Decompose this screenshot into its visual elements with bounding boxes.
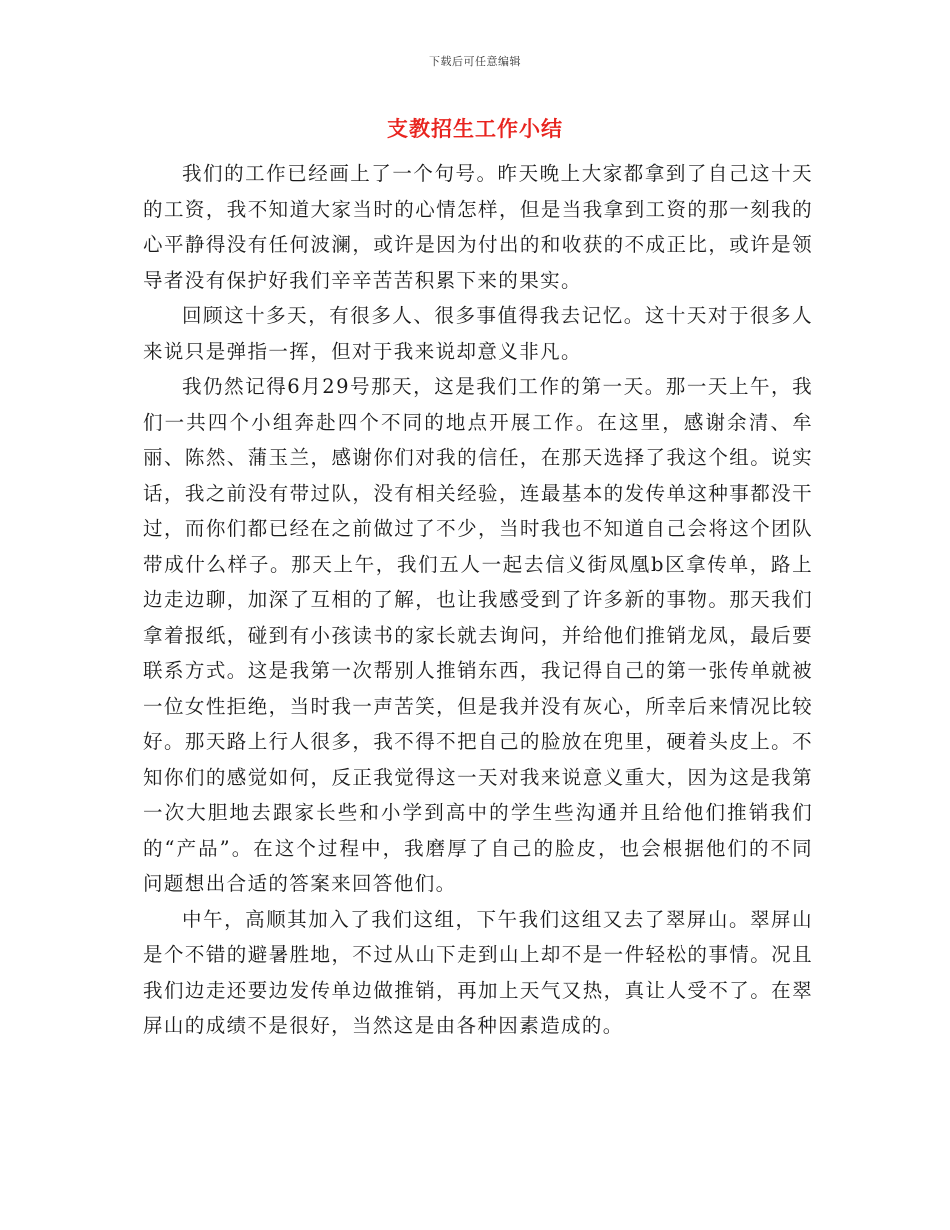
document-title: 支教招生工作小结 xyxy=(387,116,563,141)
paragraph-4: 中午，高顺其加入了我们这组，下午我们这组又去了翠屏山。翠屏山是个不错的避暑胜地，不过从山下走到山上却不是一件轻松的事情。况且我们边走还要边发传单边做推销，再加上天气又热，真让人受不了。在翠屏山的成绩不是很好，当然这是由各种因素造成的。 xyxy=(143,907,813,1037)
page-header: 下载后可任意编辑 xyxy=(429,55,521,68)
paragraph-3: 我仍然记得6月29号那天，这是我们工作的第一天。那一天上午，我们一共四个小组奔赴四个不同的地点开展工作。在这里，感谢余清、牟丽、陈然、蒲玉兰，感谢你们对我的信任，在那天选择了我这个组。说实话，我之前没有带过队，没有相关经验，连最基本的发传单这种事都没干过，而你们都已经在之前做过了不少，当时我也不知道自己会将这个团队带成什么样子。那天上午，我们五人一起去信义街凤凰b区拿传单，路上边走边聊，加深了互相的了解，也让我感受到了许多新的事物。那天我们拿着报纸，碰到有小孩读书的家长就去询问，并给他们推销龙凤，最后要联系方式。这是我第一次帮别人推销东西，我记得自己的第一张传单就被一位女性拒绝，当时我一声苦笑，但是我并没有灰心，所幸后来情况比较好。那天路上行人很多，我不得不把自己的脸放在兜里，硬着头皮上。不知你们的感觉如何，反正我觉得这一天对我来说意义重大，因为这是我第一次大胆地去跟家长些和小学到高中的学生些沟通并且给他们推销我们的“产品”。在这个过程中，我磨厚了自己的脸皮，也会根据他们的不同问题想出合适的答案来回答他们。 xyxy=(143,375,813,895)
paragraph-2: 回顾这十多天，有很多人、很多事值得我去记忆。这十天对于很多人来说只是弹指一挥，但对于我来说却意义非凡。 xyxy=(143,304,813,363)
document-body xyxy=(143,156,813,1044)
paragraph-1: 我们的工作已经画上了一个句号。昨天晚上大家都拿到了自己这十天的工资，我不知道大家当时的心情怎样，但是当我拿到工资的那一刻我的心平静得没有任何波澜，或许是因为付出的和收获的不成正比，或许是领导者没有保护好我们辛辛苦苦积累下来的果实。 xyxy=(143,162,813,292)
